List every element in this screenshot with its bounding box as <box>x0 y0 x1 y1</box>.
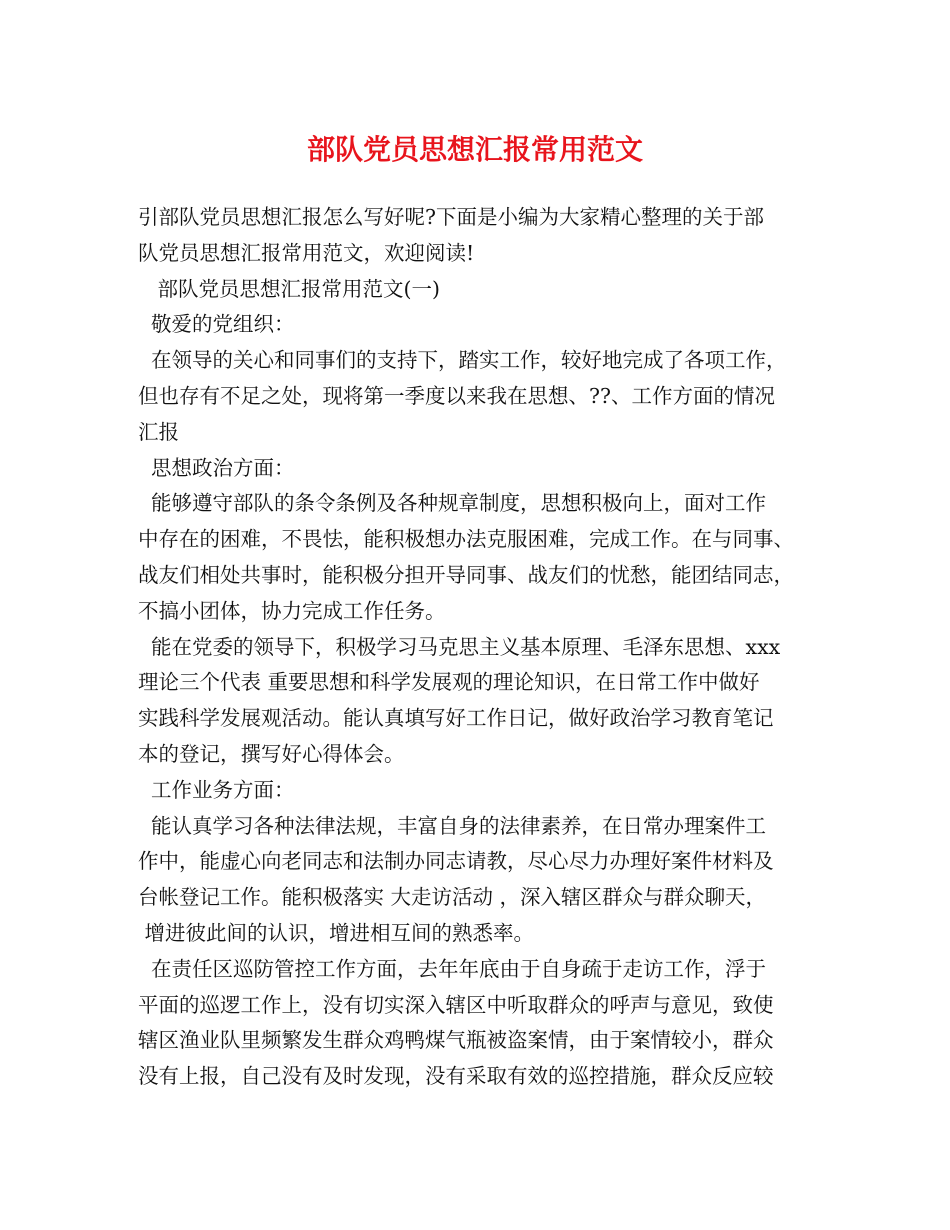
body-line: 没有上报，自己没有及时发现，没有采取有效的巡控措施，群众反应较 <box>138 1064 774 1089</box>
body-line: 队党员思想汇报常用范文，欢迎阅读! <box>138 240 475 265</box>
body-line: 敬爱的党组织： <box>138 312 295 337</box>
body-line: 工作业务方面： <box>138 777 295 802</box>
body-line: 在领导的关心和同事们的支持下，踏实工作，较好地完成了各项工作， <box>138 348 787 373</box>
body-line: 作中，能虚心向老同志和法制办同志请教，尽心尽力办理好案件材料及 <box>138 849 774 874</box>
body-line: 战友们相处共事时，能积极分担开导同事、战友们的忧愁，能团结同志， <box>138 562 794 587</box>
body-line: 中存在的困难，不畏怯，能积极想办法克服困难，完成工作。在与同事、 <box>138 527 794 552</box>
body-line: 实践科学发展观活动。能认真填写好工作日记，做好政治学习教育笔记 <box>138 706 774 731</box>
body-line: 能够遵守部队的条令条例及各种规章制度，思想积极向上，面对工作 <box>138 491 767 516</box>
body-line: 不搞小团体，协力完成工作任务。 <box>138 598 446 623</box>
body-line: 引部队党员思想汇报怎么写好呢?下面是小编为大家精心整理的关于部 <box>138 205 764 229</box>
document-title: 部队党员思想汇报常用范文 <box>306 133 643 166</box>
body-line: 理论三个代表 重要思想和科学发展观的理论知识，在日常工作中做好 <box>138 670 760 695</box>
body-line: 台帐登记工作。能积极落实 大走访活动 ，深入辖区群众与群众聊天， <box>138 885 767 910</box>
document-body <box>138 200 828 1095</box>
body-line: 辖区渔业队里频繁发生群众鸡鸭煤气瓶被盗案情，由于案情较小，群众 <box>138 1028 774 1053</box>
body-line: 部队党员思想汇报常用范文(一) <box>138 276 441 301</box>
body-line: 能认真学习各种法律法规，丰富自身的法律素养，在日常办理案件工 <box>138 813 767 838</box>
body-line: 增进彼此间的认识，增进相互间的熟悉率。 <box>138 920 535 945</box>
body-line: 在责任区巡防管控工作方面，去年年底由于自身疏于走访工作，浮于 <box>138 956 767 981</box>
body-line: 但也存有不足之处，现将第一季度以来我在思想、??、工作方面的情况 <box>138 383 775 408</box>
body-line: 思想政治方面： <box>138 455 295 480</box>
body-line: 本的登记，撰写好心得体会。 <box>138 741 405 766</box>
body-line: 能在党委的领导下，积极学习马克思主义基本原理、毛泽东思想、xxx <box>138 634 781 659</box>
body-line: 平面的巡逻工作上，没有切实深入辖区中听取群众的呼声与意见，致使 <box>138 992 774 1017</box>
body-line: 汇报 <box>138 419 179 444</box>
